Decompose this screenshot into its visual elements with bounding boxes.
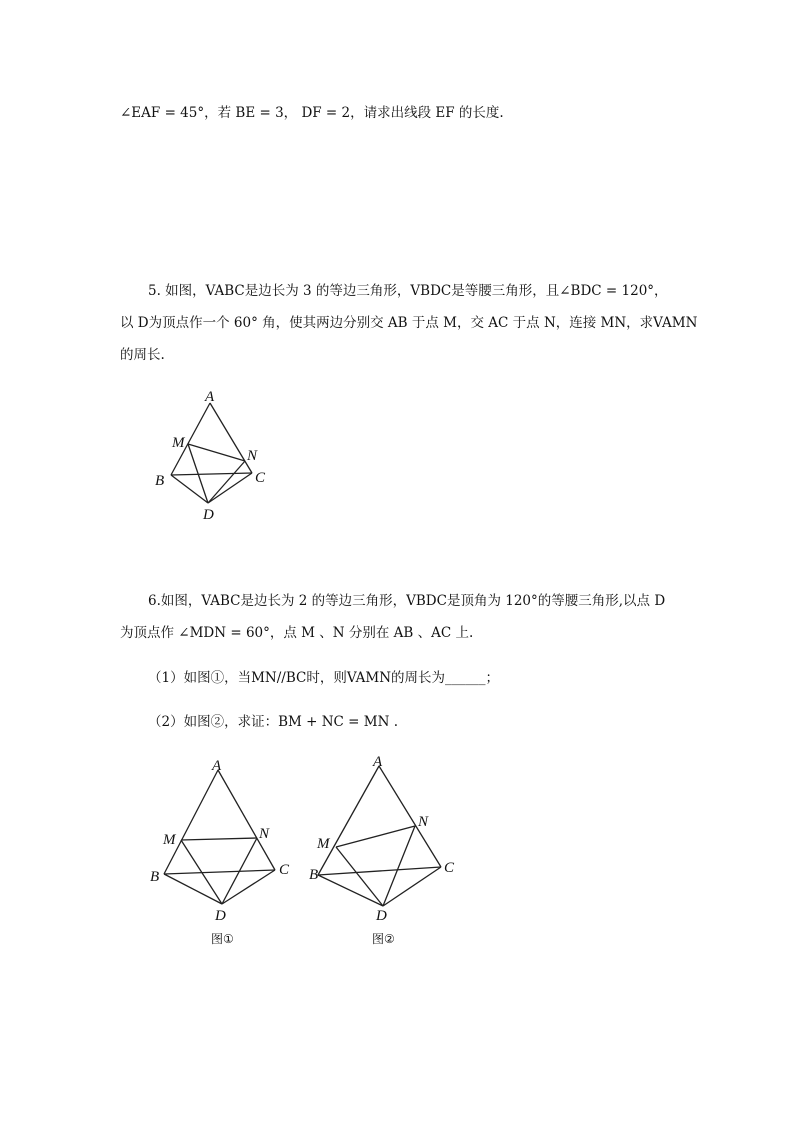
q5-label-d: D [203,507,214,523]
q6-fig2-label-n: N [418,814,429,830]
q5-label-b: B [155,473,165,489]
q6-fig2-label-d: D [376,908,387,924]
q6-fig2-label-c: C [444,860,455,876]
q6-fig1-label-a: A [212,758,222,774]
q6-sub-question-1: （1）如图①，当MN//BC时，则VAMN的周长为______； [148,670,500,686]
q6-sub-question-2: （2）如图②，求证：BM + NC = MN . [148,714,398,730]
q6-text-line-2: 为顶点作 ∠MDN = 60°，点 M 、N 分别在 AB 、AC 上. [120,625,474,641]
q6-figure-2 [305,752,465,952]
q6-text-line-1: 6.如图，VABC是边长为 2 的等边三角形，VBDC是顶角为 120°的等腰三角形,以点 D [148,593,666,609]
q6-fig1-label-m: M [163,832,176,848]
q6-fig2-label-b: B [309,867,319,883]
q5-label-n: N [247,448,258,464]
q5-label-m: M [172,435,185,451]
q4-text-line-1: ∠EAF = 45°，若 BE = 3， DF = 2，请求出线段 EF 的长度. [120,105,504,121]
q5-text-line-2: 以 D为顶点作一个 60° 角，使其两边分别交 AB 于点 M，交 AC 于点 N，连接 MN，求VAMN [120,315,698,331]
q6-fig1-label-d: D [215,908,226,924]
q5-text-line-1: 5. 如图，VABC是边长为 3 的等边三角形，VBDC是等腰三角形，且∠BDC = 120°， [148,283,668,299]
q6-fig1-label-n: N [259,826,270,842]
q6-fig2-label-a: A [373,754,383,770]
q6-fig1-caption: 图① [211,932,234,946]
q5-label-a: A [205,389,215,405]
q6-fig2-caption: 图② [372,932,395,946]
q5-text-line-3: 的周长. [120,347,165,363]
q6-fig1-label-c: C [279,862,290,878]
q5-label-c: C [255,470,266,486]
q6-fig2-label-m: M [317,836,330,852]
q6-figure-1 [145,752,305,952]
q6-fig1-label-b: B [150,869,160,885]
q5-figure [150,385,280,525]
